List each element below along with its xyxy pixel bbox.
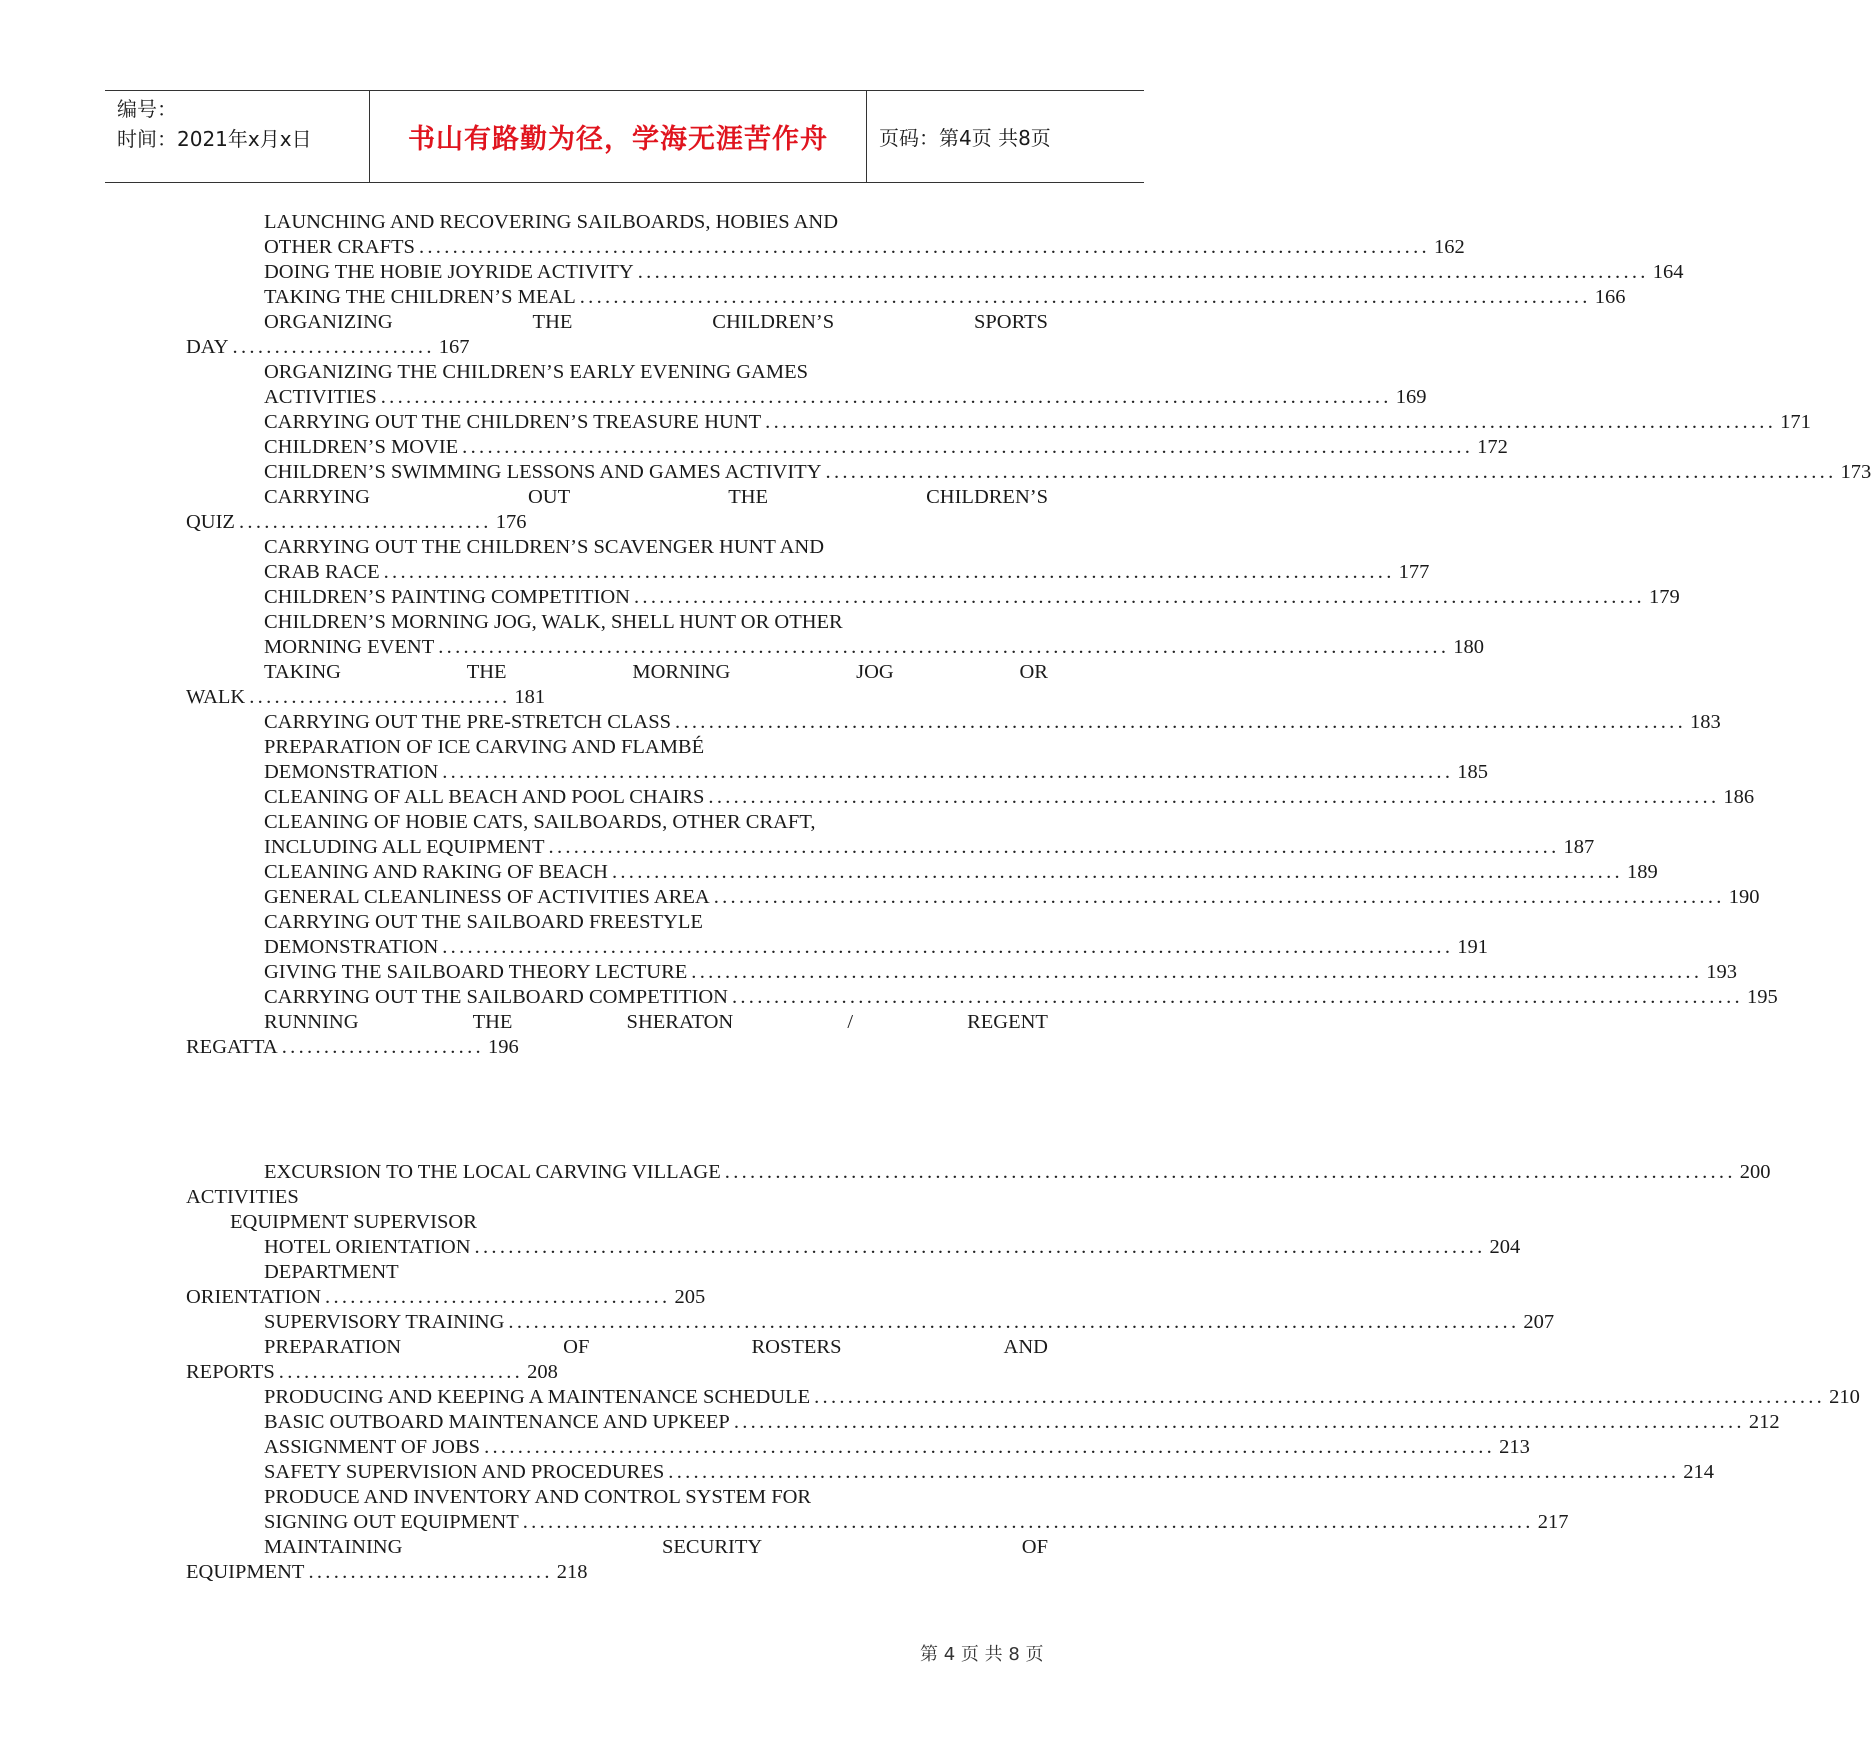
toc-entry [264,1310,1555,1335]
toc-page-number: 186 [1723,786,1755,808]
toc-entry [264,1235,1521,1260]
toc-entry [186,1185,1048,1210]
toc-page-number: 214 [1683,1461,1715,1483]
toc-entry-word: OR [1019,661,1048,683]
toc-entry-word: CHILDREN’S [926,486,1048,508]
toc-entry [264,585,1680,610]
toc-entry-word: MAINTAINING [264,1536,403,1558]
toc-entry [264,1260,1048,1285]
toc-entry-word: THE [472,1011,513,1033]
toc-entry-title: QUIZ [186,511,235,533]
toc-entry [186,1035,519,1060]
toc-entry-word: CARRYING [264,486,370,508]
toc-page-number: 200 [1739,1161,1771,1183]
toc-entry [186,1285,705,1310]
toc-leader-dots: ........................................................................................................................ [380,386,1392,408]
toc-page-number: 196 [487,1036,519,1058]
toc-leader-dots: ........................................................................................................................ [508,1311,1520,1333]
toc-leader-dots: ........................................................................................................................ [442,761,1454,783]
toc-entry [264,485,1048,510]
toc-entry-title: EXCURSION TO THE LOCAL CARVING VILLAGE [264,1161,721,1183]
toc-entry [264,1460,1715,1485]
toc-entry [264,285,1626,310]
toc-leader-dots: ........................ [281,1036,484,1058]
toc-page-number: 177 [1398,561,1430,583]
toc-page-number: 181 [514,686,546,708]
toc-leader-dots: ........................................................................................................................ [418,236,1430,258]
toc-entry-word: THE [532,311,573,333]
toc-page-number: 164 [1652,261,1684,283]
toc-entry-word: AND [1003,1336,1048,1358]
toc-entry-word: THE [466,661,507,683]
toc-leader-dots: ........................................................................................................................ [765,411,1777,433]
toc-leader-dots: ........................................................................................................................ [691,961,1703,983]
toc-leader-dots: ........................................................................................................................ [708,786,1720,808]
toc-entry-word: TAKING [264,661,341,683]
toc-entry-word: OUT [528,486,571,508]
toc-entry [264,910,1048,935]
toc-page-number: 176 [495,511,527,533]
toc-entry-title: HOTEL ORIENTATION [264,1236,471,1258]
toc-leader-dots: ........................................................................................................................ [383,561,1395,583]
toc-entry-word: OF [563,1336,590,1358]
toc-leader-dots: ........................................................................................................................ [438,636,1450,658]
toc-entry-title: MORNING EVENT [264,636,435,658]
toc-page-number: 171 [1780,411,1811,433]
toc-page-number: 213 [1499,1436,1530,1458]
toc-entry-title: CARRYING OUT THE CHILDREN’S TREASURE HUNT [264,411,762,433]
toc-entry [264,635,1484,660]
toc-entry-word: REGENT [967,1011,1048,1033]
toc-entry-title: CHILDREN’S SWIMMING LESSONS AND GAMES ACTIVITY [264,461,822,483]
toc-leader-dots: ........................................................................................................................ [733,1411,1745,1433]
toc-entry-word: ROSTERS [751,1336,842,1358]
toc-page-number: 187 [1563,836,1595,858]
toc-entry-title: REPORTS [186,1361,275,1383]
toc-page-number: 212 [1748,1411,1780,1433]
toc-entry-title: DEPARTMENT [264,1261,399,1283]
toc-entry [264,1535,1048,1560]
toc-page-number: 183 [1690,711,1721,733]
toc-entry-title: SUPERVISORY TRAINING [264,1311,505,1333]
toc-entry-title: SIGNING OUT EQUIPMENT [264,1511,519,1533]
toc-entry [264,210,1048,235]
toc-leader-dots: .............................. [238,511,492,533]
toc-entry [264,310,1048,335]
toc-entry [264,360,1048,385]
toc-entry [264,735,1048,760]
toc-entry-title: CARRYING OUT THE PRE-STRETCH CLASS [264,711,672,733]
toc-page-number: 179 [1648,586,1680,608]
toc-page-number: 167 [438,336,470,358]
toc-page-number: 207 [1523,1311,1555,1333]
toc-entry [264,260,1684,285]
toc-entry [186,1360,558,1385]
toc-entry [264,560,1430,585]
toc-entry-word: RUNNING [264,1011,359,1033]
toc-entry [264,435,1508,460]
document-number-label: 编号： [117,97,177,121]
toc-entry-word: MORNING [632,661,731,683]
toc-entry-title: CARRYING OUT THE SAILBOARD FREESTYLE [264,911,703,933]
toc-entry-title: CARRYING OUT THE CHILDREN’S SCAVENGER HUNT AND [264,536,824,558]
toc-leader-dots: ........................................................................................................................ [611,861,1623,883]
toc-entry [264,985,1778,1010]
toc-entry [264,1510,1569,1535]
toc-leader-dots: ........................................................................................................................ [462,436,1474,458]
toc-entry-title: ASSIGNMENT OF JOBS [264,1436,481,1458]
toc-entry [264,385,1427,410]
toc-entry-title: CLEANING AND RAKING OF BEACH [264,861,608,883]
toc-entry-title: GIVING THE SAILBOARD THEORY LECTURE [264,961,688,983]
toc-entry-title: ACTIVITIES [186,1186,299,1208]
toc-entry-title: DEMONSTRATION [264,761,439,783]
toc-leader-dots: ............................... [249,686,511,708]
toc-entry [264,885,1760,910]
toc-entry-title: EQUIPMENT [186,1561,305,1583]
toc-entry-word: THE [728,486,769,508]
page-footer: 第 4 页 共 8 页 [920,1644,1044,1665]
toc-entry-title: LAUNCHING AND RECOVERING SAILBOARDS, HOBIES AND [264,211,839,233]
toc-leader-dots: ........................................................................................................................ [675,711,1687,733]
toc-entry [264,235,1465,260]
toc-entry [264,710,1721,735]
toc-entry-word: OF [1021,1536,1048,1558]
toc-entry-title: ORGANIZING THE CHILDREN’S EARLY EVENING GAMES [264,361,809,383]
header-motto: 书山有路勤为径，学海无涯苦作舟 [408,124,828,155]
header-motto-cell [370,91,867,182]
toc-entry-title: PREPARATION OF ICE CARVING AND FLAMBÉ [264,736,705,758]
toc-entry-title: TAKING THE CHILDREN’S MEAL [264,286,576,308]
toc-entry [264,935,1488,960]
toc-entry [264,835,1595,860]
toc-leader-dots: ........................................................................................................................ [633,586,1645,608]
toc-entry-title: CHILDREN’S MORNING JOG, WALK, SHELL HUNT OR OTHER [264,611,843,633]
toc-entry-title: DEMONSTRATION [264,936,439,958]
toc-entry [186,685,545,710]
toc-page-number: 173 [1840,461,1871,483]
toc-leader-dots: ........................................................................................................................ [731,986,1743,1008]
toc-entry-title: ORIENTATION [186,1286,322,1308]
toc-leader-dots: ........................................................................................................................ [474,1236,1486,1258]
toc-entry-title: WALK [186,686,246,708]
toc-entry [264,1335,1048,1360]
toc-page-number: 195 [1746,986,1778,1008]
toc-page-number: 218 [556,1561,588,1583]
toc-leader-dots: ........................................................................................................................ [579,286,1591,308]
toc-entry-word: SPORTS [973,311,1048,333]
toc-entry [264,535,1048,560]
toc-leader-dots: ........................................................................................................................ [637,261,1649,283]
toc-entry [264,410,1811,435]
toc-entry-title: CHILDREN’S PAINTING COMPETITION [264,586,630,608]
toc-page-number: 205 [674,1286,706,1308]
toc-entry-title: EQUIPMENT SUPERVISOR [230,1211,477,1233]
toc-page-number: 217 [1537,1511,1569,1533]
toc-page-number: 193 [1706,961,1738,983]
toc-entry [264,960,1738,985]
toc-entry [230,1210,1048,1235]
toc-entry-title: CRAB RACE [264,561,380,583]
toc-page-number: 190 [1728,886,1760,908]
toc-leader-dots: ........................ [232,336,435,358]
toc-page-number: 169 [1395,386,1427,408]
toc-entry [264,610,1048,635]
toc-entry-word: JOG [856,661,894,683]
toc-page-number: 166 [1594,286,1626,308]
toc-entry [264,1485,1048,1510]
toc-entry-title: INCLUDING ALL EQUIPMENT [264,836,545,858]
toc-entry-title: ACTIVITIES [264,386,377,408]
toc-entry-title: GENERAL CLEANLINESS OF ACTIVITIES AREA [264,886,710,908]
header-right-cell [867,91,1144,182]
toc-entry-title: CARRYING OUT THE SAILBOARD COMPETITION [264,986,728,1008]
toc-leader-dots: ............................. [308,1561,553,1583]
toc-entry-word: SHERATON [626,1011,734,1033]
toc-page-number: 185 [1457,761,1488,783]
toc-entry [186,510,526,535]
header-left-cell [105,91,370,182]
toc-entry-title: CLEANING OF ALL BEACH AND POOL CHAIRS [264,786,705,808]
toc-entry-word: CHILDREN’S [712,311,835,333]
toc-leader-dots: ........................................................................................................................ [442,936,1454,958]
toc-entry [264,760,1488,785]
toc-entry [264,660,1048,685]
toc-leader-dots: ........................................................................................................................ [484,1436,1496,1458]
toc-leader-dots: ............................. [278,1361,524,1383]
toc-entry [264,1160,1771,1185]
toc-leader-dots: ........................................................................................................................ [668,1461,1680,1483]
toc-entry-title: BASIC OUTBOARD MAINTENANCE AND UPKEEP [264,1411,730,1433]
toc-entry [186,1560,588,1585]
toc-page-number: 191 [1457,936,1488,958]
toc-page-number: 172 [1477,436,1508,458]
toc-page-number: 162 [1433,236,1465,258]
header-page-indicator: 页码：第4页 共8页 [879,126,1051,150]
toc-entry [264,785,1755,810]
toc-entry [186,335,470,360]
toc-entry [264,810,1048,835]
toc-page-number: 180 [1453,636,1484,658]
page-header [105,90,1144,183]
toc-entry [264,1385,1860,1410]
toc-leader-dots: ........................................................................................................................ [713,886,1725,908]
toc-page-number: 204 [1489,1236,1521,1258]
toc-entry-title: DAY [186,336,229,358]
toc-leader-dots: ........................................................................................................................ [724,1161,1736,1183]
toc-leader-dots: ........................................................................................................................ [825,461,1837,483]
toc-leader-dots: ........................................................................................................................ [522,1511,1534,1533]
toc-entry-title: PRODUCE AND INVENTORY AND CONTROL SYSTEM FOR [264,1486,812,1508]
toc-entry [264,1435,1530,1460]
toc-entry-title: CLEANING OF HOBIE CATS, SAILBOARDS, OTHER CRAFT, [264,811,816,833]
toc-entry-title: SAFETY SUPERVISION AND PROCEDURES [264,1461,665,1483]
toc-entry-title: OTHER CRAFTS [264,236,415,258]
toc-entry-word: PREPARATION [264,1336,402,1358]
toc-entry-title: REGATTA [186,1036,278,1058]
toc-entry-word: ORGANIZING [264,311,393,333]
toc-entry-title: CHILDREN’S MOVIE [264,436,459,458]
toc-page-number: 189 [1626,861,1658,883]
toc-leader-dots: ........................................................................................................................ [814,1386,1826,1408]
toc-leader-dots: ........................................................................................................................ [548,836,1560,858]
toc-entry-word: SECURITY [661,1536,763,1558]
toc-entry [264,1410,1780,1435]
toc-entry-title: DOING THE HOBIE JOYRIDE ACTIVITY [264,261,634,283]
toc-entry-word: / [847,1011,854,1033]
toc-entry-title: PRODUCING AND KEEPING A MAINTENANCE SCHEDULE [264,1386,811,1408]
toc-entry [264,1010,1048,1035]
toc-page-number: 210 [1829,1386,1860,1408]
toc-leader-dots: ......................................... [325,1286,671,1308]
toc-entry [264,460,1871,485]
document-date-label: 时间：2021年x月x日 [117,127,312,151]
toc-entry [264,860,1658,885]
toc-page-number: 208 [527,1361,558,1383]
